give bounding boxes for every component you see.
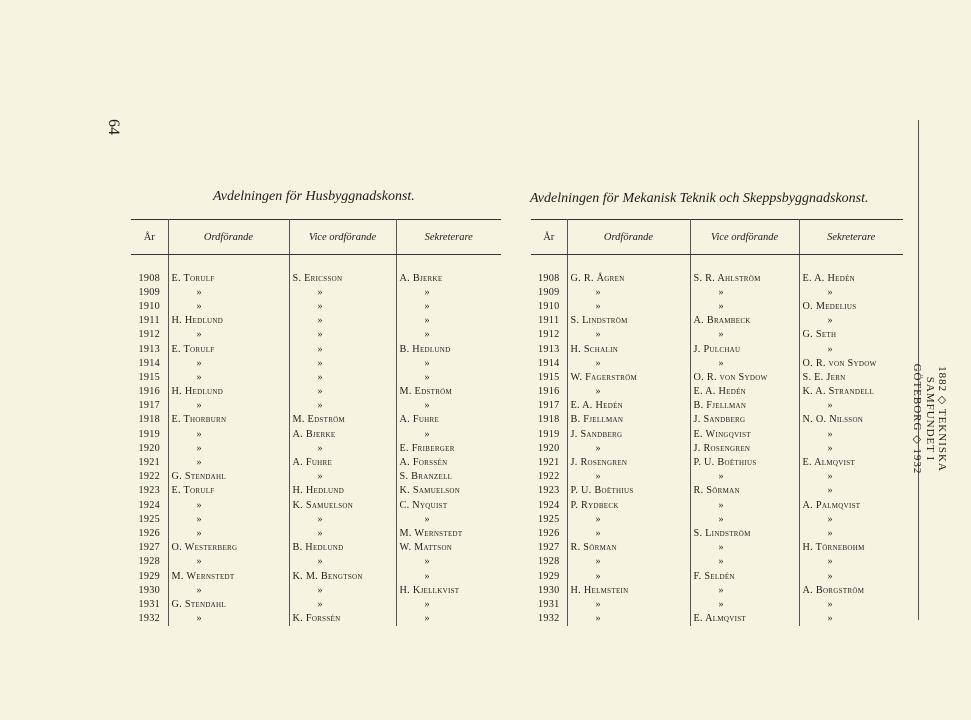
- year-cell: 1910: [131, 299, 168, 313]
- table-row: [531, 498, 903, 512]
- name-cell: »: [827, 527, 833, 539]
- name-cell: P. U. Boëthius: [567, 484, 690, 498]
- name-cell: W. Mattson: [399, 542, 453, 554]
- year-cell: 1924: [131, 498, 168, 512]
- name-cell: H. Törnebohm: [802, 542, 865, 554]
- name-cell: »: [690, 583, 799, 597]
- table-row: [531, 526, 903, 540]
- left-table-body: [131, 255, 501, 626]
- name-cell: »: [289, 512, 396, 526]
- right-header-2: Vice ordförande: [690, 220, 799, 255]
- name-cell: J. Sandberg: [567, 427, 690, 441]
- name-cell: H. Helmstein: [567, 583, 690, 597]
- table-row: [531, 583, 903, 597]
- name-cell: W. Fagerström: [567, 370, 690, 384]
- name-cell: »: [690, 541, 799, 555]
- name-cell: A. Brambeck: [690, 314, 799, 328]
- year-cell: 1930: [531, 583, 567, 597]
- name-cell: »: [168, 285, 289, 299]
- year-cell: 1925: [531, 512, 567, 526]
- name-cell: S. Branzell: [399, 471, 453, 483]
- year-cell: 1917: [131, 399, 168, 413]
- name-cell: A. Fuhre: [399, 414, 440, 426]
- table-row: [131, 356, 501, 370]
- name-cell: »: [424, 357, 430, 369]
- name-cell: O. R. von Sydow: [690, 370, 799, 384]
- table-row: [131, 285, 501, 299]
- name-cell: »: [567, 612, 690, 626]
- name-cell: E. Friberger: [399, 442, 455, 454]
- right-table-body: [531, 255, 903, 626]
- table-row: [131, 498, 501, 512]
- name-cell: »: [567, 299, 690, 313]
- table-row: [531, 455, 903, 469]
- table-row: [131, 597, 501, 611]
- name-cell: E. A. Hedén: [802, 272, 856, 284]
- table-row: [531, 285, 903, 299]
- name-cell: »: [690, 299, 799, 313]
- year-cell: 1924: [531, 498, 567, 512]
- table-row: [531, 271, 903, 285]
- table-row: [531, 512, 903, 526]
- year-cell: 1919: [131, 427, 168, 441]
- table-row: [131, 271, 501, 285]
- name-cell: »: [567, 285, 690, 299]
- year-cell: 1920: [531, 441, 567, 455]
- table-row: [531, 328, 903, 342]
- name-cell: H. Hedlund: [289, 484, 396, 498]
- name-cell: H. Hedlund: [168, 314, 289, 328]
- table-row: [531, 314, 903, 328]
- year-cell: 1929: [131, 569, 168, 583]
- name-cell: O. Westerberg: [168, 541, 289, 555]
- name-cell: »: [289, 299, 396, 313]
- name-cell: »: [289, 470, 396, 484]
- name-cell: »: [424, 300, 430, 312]
- name-cell: E. Torulf: [168, 342, 289, 356]
- name-cell: A. Fuhre: [289, 455, 396, 469]
- name-cell: »: [827, 570, 833, 582]
- name-cell: S. Ericsson: [289, 271, 396, 285]
- name-cell: B. Hedlund: [399, 343, 451, 355]
- name-cell: »: [424, 371, 430, 383]
- table-row: [131, 370, 501, 384]
- year-cell: 1912: [131, 328, 168, 342]
- name-cell: E. Wingqvist: [690, 427, 799, 441]
- name-cell: J. Rosengren: [690, 441, 799, 455]
- name-cell: »: [168, 612, 289, 626]
- name-cell: »: [690, 498, 799, 512]
- year-cell: 1908: [531, 271, 567, 285]
- table-row: [531, 612, 903, 626]
- table-row: [131, 342, 501, 356]
- name-cell: »: [567, 470, 690, 484]
- name-cell: »: [567, 356, 690, 370]
- year-cell: 1909: [131, 285, 168, 299]
- name-cell: M. Edström: [399, 386, 453, 398]
- name-cell: »: [168, 526, 289, 540]
- name-cell: J. Pulchau: [690, 342, 799, 356]
- table-row: [531, 356, 903, 370]
- page-number: 64: [105, 119, 122, 135]
- name-cell: »: [289, 526, 396, 540]
- name-cell: »: [690, 555, 799, 569]
- name-cell: »: [289, 555, 396, 569]
- year-cell: 1922: [131, 470, 168, 484]
- name-cell: »: [827, 428, 833, 440]
- name-cell: J. Rosengren: [567, 455, 690, 469]
- name-cell: B. Hedlund: [289, 541, 396, 555]
- name-cell: A. Bjerke: [399, 272, 443, 284]
- name-cell: »: [168, 399, 289, 413]
- right-header-1: Ordförande: [567, 220, 690, 255]
- name-cell: »: [424, 598, 430, 610]
- name-cell: E. A. Hedén: [567, 399, 690, 413]
- name-cell: »: [424, 428, 430, 440]
- year-cell: 1914: [531, 356, 567, 370]
- name-cell: E. Torulf: [168, 271, 289, 285]
- name-cell: H. Hedlund: [168, 385, 289, 399]
- right-header-3: Sekreterare: [799, 220, 903, 255]
- name-cell: E. A. Hedén: [690, 385, 799, 399]
- year-cell: 1928: [131, 555, 168, 569]
- name-cell: A. Forssén: [399, 457, 448, 469]
- year-cell: 1908: [131, 271, 168, 285]
- name-cell: B. Fjellman: [690, 399, 799, 413]
- year-cell: 1920: [131, 441, 168, 455]
- table-row: [531, 541, 903, 555]
- name-cell: »: [827, 485, 833, 497]
- table-row: [531, 342, 903, 356]
- year-cell: 1917: [531, 399, 567, 413]
- name-cell: »: [168, 299, 289, 313]
- year-cell: 1929: [531, 569, 567, 583]
- name-cell: »: [289, 441, 396, 455]
- year-cell: 1913: [131, 342, 168, 356]
- name-cell: K. Forssén: [289, 612, 396, 626]
- table-row: [531, 399, 903, 413]
- table-row: [131, 455, 501, 469]
- right-table: [531, 219, 903, 626]
- name-cell: »: [827, 556, 833, 568]
- name-cell: S. R. Ahlström: [690, 271, 799, 285]
- year-cell: 1915: [531, 370, 567, 384]
- side-running-head: 1882 ◇ TEKNISKA SAMFUNDET I GÖTEBORG ◇ 1932: [911, 363, 948, 475]
- name-cell: »: [567, 555, 690, 569]
- name-cell: H. Schalin: [567, 342, 690, 356]
- name-cell: »: [168, 512, 289, 526]
- name-cell: »: [168, 455, 289, 469]
- name-cell: »: [827, 315, 833, 327]
- table-row: [131, 555, 501, 569]
- name-cell: »: [289, 385, 396, 399]
- name-cell: »: [827, 598, 833, 610]
- name-cell: F. Seldén: [690, 569, 799, 583]
- name-cell: »: [690, 512, 799, 526]
- name-cell: O. R. von Sydow: [802, 357, 877, 369]
- name-cell: »: [168, 498, 289, 512]
- name-cell: »: [567, 512, 690, 526]
- year-cell: 1926: [531, 526, 567, 540]
- table-row: [531, 597, 903, 611]
- name-cell: E. Torulf: [168, 484, 289, 498]
- year-cell: 1932: [531, 612, 567, 626]
- name-cell: »: [424, 613, 430, 625]
- right-section-title: Avdelningen för Mekanisk Teknik och Skeppsbyggnadskonst.: [530, 191, 869, 206]
- name-cell: »: [168, 328, 289, 342]
- name-cell: »: [690, 597, 799, 611]
- name-cell: »: [424, 513, 430, 525]
- name-cell: E. Thorburn: [168, 413, 289, 427]
- name-cell: »: [827, 471, 833, 483]
- year-cell: 1927: [131, 541, 168, 555]
- year-cell: 1922: [531, 470, 567, 484]
- name-cell: »: [289, 356, 396, 370]
- table-row: [131, 612, 501, 626]
- name-cell: C. Nyquist: [399, 499, 448, 511]
- right-header-row: [531, 220, 903, 255]
- name-cell: »: [424, 556, 430, 568]
- name-cell: G. Seth: [802, 329, 837, 341]
- name-cell: »: [289, 342, 396, 356]
- name-cell: »: [567, 441, 690, 455]
- year-cell: 1930: [131, 583, 168, 597]
- name-cell: P. U. Boëthius: [690, 455, 799, 469]
- name-cell: »: [827, 442, 833, 454]
- table-row: [531, 427, 903, 441]
- name-cell: A. Palmqvist: [802, 499, 861, 511]
- table-row: [131, 427, 501, 441]
- year-cell: 1921: [531, 455, 567, 469]
- table-row: [131, 470, 501, 484]
- name-cell: »: [424, 315, 430, 327]
- year-cell: 1926: [131, 526, 168, 540]
- name-cell: E. Almqvist: [690, 612, 799, 626]
- name-cell: »: [168, 441, 289, 455]
- left-header-2: Vice ordförande: [289, 220, 396, 255]
- name-cell: J. Sandberg: [690, 413, 799, 427]
- name-cell: »: [289, 583, 396, 597]
- year-cell: 1918: [131, 413, 168, 427]
- year-cell: 1919: [531, 427, 567, 441]
- table-row: [131, 441, 501, 455]
- table-row: [531, 413, 903, 427]
- left-header-row: [131, 220, 501, 255]
- year-cell: 1923: [531, 484, 567, 498]
- name-cell: »: [168, 356, 289, 370]
- table-row: [131, 328, 501, 342]
- name-cell: »: [827, 400, 833, 412]
- name-cell: »: [567, 526, 690, 540]
- year-cell: 1931: [131, 597, 168, 611]
- left-header-1: Ordförande: [168, 220, 289, 255]
- year-cell: 1921: [131, 455, 168, 469]
- left-table: [131, 219, 501, 626]
- year-cell: 1913: [531, 342, 567, 356]
- table-row: [531, 441, 903, 455]
- name-cell: S. E. Jern: [802, 371, 846, 383]
- name-cell: M. Wernstedt: [168, 569, 289, 583]
- year-cell: 1911: [531, 314, 567, 328]
- year-cell: 1931: [531, 597, 567, 611]
- year-cell: 1932: [131, 612, 168, 626]
- name-cell: E. Almqvist: [802, 457, 856, 469]
- table-row: [131, 512, 501, 526]
- table-row: [531, 569, 903, 583]
- name-cell: »: [827, 343, 833, 355]
- table-row: [531, 470, 903, 484]
- name-cell: K. M. Bengtson: [289, 569, 396, 583]
- table-row: [131, 541, 501, 555]
- name-cell: »: [168, 583, 289, 597]
- year-cell: 1927: [531, 541, 567, 555]
- name-cell: »: [168, 427, 289, 441]
- name-cell: R. Sörman: [690, 484, 799, 498]
- name-cell: »: [827, 286, 833, 298]
- name-cell: »: [690, 356, 799, 370]
- name-cell: R. Sörman: [567, 541, 690, 555]
- name-cell: H. Kjellkvist: [399, 584, 460, 596]
- name-cell: »: [289, 597, 396, 611]
- name-cell: »: [567, 385, 690, 399]
- year-cell: 1925: [131, 512, 168, 526]
- table-row: [131, 484, 501, 498]
- name-cell: »: [827, 513, 833, 525]
- name-cell: »: [690, 328, 799, 342]
- left-section-title: Avdelningen för Husbyggnadskonst.: [213, 189, 415, 204]
- year-cell: 1915: [131, 370, 168, 384]
- name-cell: P. Rydbeck: [567, 498, 690, 512]
- name-cell: »: [289, 314, 396, 328]
- year-cell: 1923: [131, 484, 168, 498]
- name-cell: »: [424, 570, 430, 582]
- name-cell: S. Lindström: [567, 314, 690, 328]
- name-cell: »: [424, 329, 430, 341]
- name-cell: G. R. Ågren: [567, 271, 690, 285]
- table-row: [131, 583, 501, 597]
- name-cell: M. Wernstedt: [399, 527, 463, 539]
- name-cell: O. Medelius: [802, 300, 857, 312]
- table-row: [131, 526, 501, 540]
- year-cell: 1928: [531, 555, 567, 569]
- year-cell: 1909: [531, 285, 567, 299]
- name-cell: N. O. Nilsson: [802, 414, 864, 426]
- name-cell: »: [168, 555, 289, 569]
- name-cell: »: [424, 286, 430, 298]
- name-cell: »: [168, 370, 289, 384]
- left-header-3: Sekreterare: [396, 220, 501, 255]
- table-row: [131, 299, 501, 313]
- name-cell: K. A. Strandell: [802, 386, 874, 398]
- name-cell: »: [567, 569, 690, 583]
- name-cell: A. Borgström: [802, 584, 865, 596]
- year-cell: 1910: [531, 299, 567, 313]
- table-row: [131, 399, 501, 413]
- name-cell: »: [827, 613, 833, 625]
- right-header-0: År: [531, 220, 567, 255]
- name-cell: »: [690, 285, 799, 299]
- year-cell: 1916: [531, 385, 567, 399]
- name-cell: »: [289, 399, 396, 413]
- name-cell: A. Bjerke: [289, 427, 396, 441]
- table-row: [131, 314, 501, 328]
- name-cell: G. Stendahl: [168, 597, 289, 611]
- table-row: [131, 413, 501, 427]
- name-cell: M. Edström: [289, 413, 396, 427]
- name-cell: B. Fjellman: [567, 413, 690, 427]
- table-row: [531, 484, 903, 498]
- table-row: [131, 569, 501, 583]
- left-header-0: År: [131, 220, 168, 255]
- year-cell: 1911: [131, 314, 168, 328]
- name-cell: K. Samuelson: [399, 485, 461, 497]
- table-row: [531, 385, 903, 399]
- year-cell: 1912: [531, 328, 567, 342]
- table-row: [131, 385, 501, 399]
- name-cell: »: [289, 285, 396, 299]
- name-cell: »: [567, 328, 690, 342]
- table-row: [531, 299, 903, 313]
- table-row: [531, 555, 903, 569]
- name-cell: »: [424, 400, 430, 412]
- name-cell: G. Stendahl: [168, 470, 289, 484]
- year-cell: 1916: [131, 385, 168, 399]
- year-cell: 1918: [531, 413, 567, 427]
- name-cell: »: [289, 370, 396, 384]
- name-cell: S. Lindström: [690, 526, 799, 540]
- year-cell: 1914: [131, 356, 168, 370]
- name-cell: »: [690, 470, 799, 484]
- name-cell: K. Samuelson: [289, 498, 396, 512]
- table-row: [531, 370, 903, 384]
- name-cell: »: [289, 328, 396, 342]
- name-cell: »: [567, 597, 690, 611]
